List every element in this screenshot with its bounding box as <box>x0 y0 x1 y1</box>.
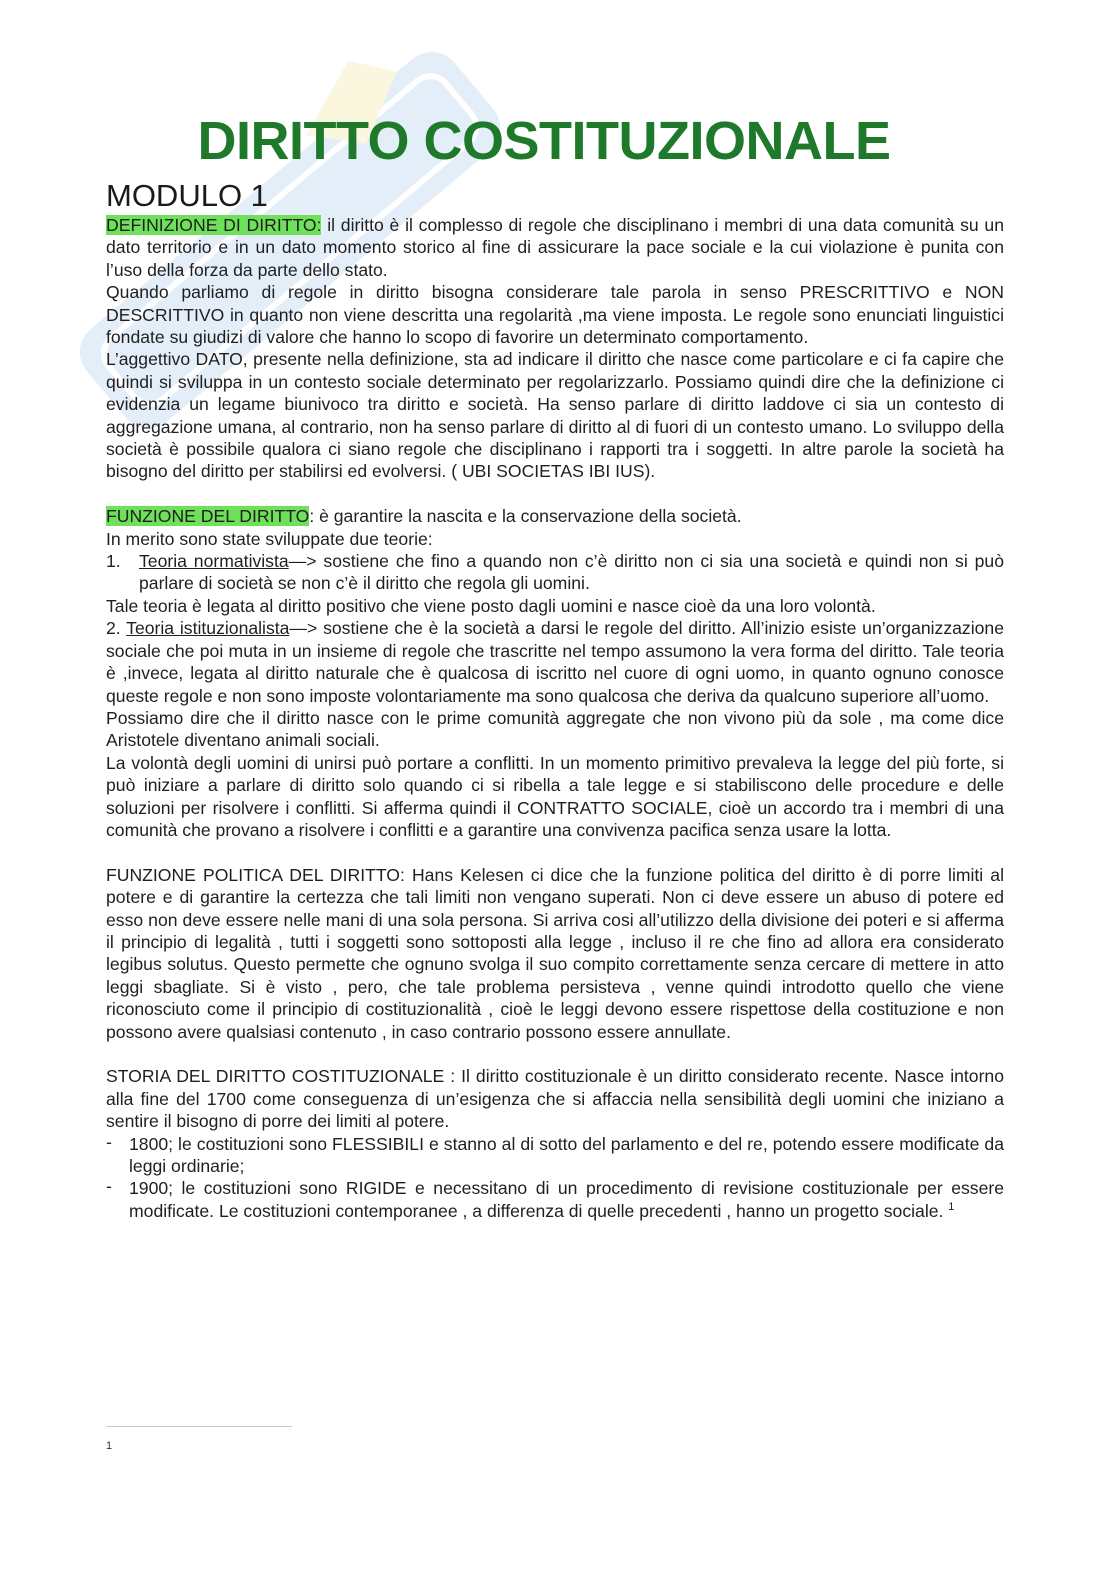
political-function-paragraph: FUNZIONE POLITICA DEL DIRITTO: Hans Kelesen ci dice che la funzione politica del diritto è di porre limiti al potere e di garantire la certezza che tali limiti non vengano superati. Non ci deve essere un abuso di potere ed esso non deve essere nelle mani di una sola persona. Si arriva cosi all’utilizzo della divisione dei poteri e si afferma il principio di legalità , tutti i soggetti sono sottoposti alla legge , incluso il re che fino ad allora era considerato legibus solutus. Questo permette che ognuno svolga il suo compito correttamente senza cercare di mettere in atto leggi sbagliate. Si è visto , pero, che tale problema persisteva , venne quindi introdotto quello che viene riconosciuto come il principio di costituzionalità , cioè le leggi devono essere rispettose della costituzione e non possono avere qualsiasi contenuto , in caso contrario possono essere annullate. <box>106 864 1004 1042</box>
footnote-divider <box>106 1426 292 1427</box>
function-label: FUNZIONE DEL DIRITTO <box>106 506 310 527</box>
theory-istituzionalista-label: Teoria istituzionalista <box>126 618 290 639</box>
footnote-reference[interactable]: 1 <box>948 1200 955 1213</box>
module-heading: MODULO 1 <box>106 178 268 213</box>
footnote-number: 1 <box>106 1440 113 1452</box>
function-paragraph <box>106 505 1004 527</box>
theory-istituzionalista-paragraph: 2. Teoria istituzionalista—> sostiene che è la società a darsi le regole del diritto. All’inizio esiste un’organizzazione sociale che poi muta in un insieme di regole che trascritte nel tempo assumono la vera forma del diritto. Tale teoria è ,invece, legata al diritto naturale che è qualcosa di iscritto nel cuore di ogni uomo, in quanto ognuno conosce queste regole e non sono imposte volontariamente ma sono qualcosa che deriva da qualcuno superiore all’uomo. <box>106 618 1004 706</box>
list-item: 1. Teoria normativista—> sostiene che fino a quando non c’è diritto non ci sia una società e quindi non si può parlare di società se non c’è il diritto che regola gli uomini. <box>106 551 1004 594</box>
normativista-followup: Tale teoria è legata al diritto positivo che viene posto dagli uomini e nasce cioè da una loro volontà. <box>106 595 876 616</box>
aristotele-paragraph: Possiamo dire che il diritto nasce con le prime comunità aggregate che non vivono più da sole , ma come dice Aristotele diventano animali sociali. <box>106 707 1004 751</box>
theory-normativista-text: —> sostiene che fino a quando non c’è diritto non ci sia una società e quindi non si può parlare di società se non c’è il diritto che regola gli uomini. <box>139 551 1004 594</box>
history-list <box>106 1133 1004 1223</box>
theories-intro: In merito sono state sviluppate due teorie: <box>106 528 433 549</box>
theory-normativista-label: Teoria normativista <box>139 551 289 572</box>
theory-istituzionalista-text: —> sostiene che è la società a darsi le regole del diritto. All’inizio esiste un’organizzazione sociale che poi muta in un insieme di regole che trascritte nel tempo assumono la vera forma del diritto. Tale teoria è ,invece, legata al diritto naturale che è qualcosa di iscritto nel cuore di ogni uomo, in quanto ognuno conosce queste regole e non sono imposte volontariamente ma sono qualcosa che deriva da qualcuno superiore all’uomo. <box>106 618 1004 706</box>
list-item: - 1800; le costituzioni sono FLESSIBILI e stanno al di sotto del parlamento e del re, potendo essere modificate da leggi ordinarie; <box>106 1131 1004 1177</box>
definition-label: DEFINIZIONE DI DIRITTO: <box>106 215 322 235</box>
rules-paragraph: Quando parliamo di regole in diritto bisogna considerare tale parola in senso PRESCRITTIVO e NON DESCRITTIVO in quanto non viene descritta una regolarità ,ma viene imposta. Le regole sono enunciati linguistici fondate su giudizi di valore che hanno lo scopo di favorire un determinato comportamento. <box>106 282 1004 348</box>
dato-paragraph: L’aggettivo DATO, presente nella definizione, sta ad indicare il diritto che nasce come particolare e ci fa capire che quindi si sviluppa in un contesto sociale determinato per regolarizzarlo. Possiamo quindi dire che la definizione ci evidenzia un legame biunivoco tra diritto e società. Ha senso parlare di diritto laddove ci sia un contesto di aggregazione umana, al contrario, non ha senso parlare di diritto al di fuori di un contesto umano. Lo sviluppo della società è possibile qualora ci siano regole che disciplinano i rapporti tra i soggetti. In altre parole la società ha bisogno del diritto per stabilirsi ed evolversi. ( UBI SOCIETAS IBI IUS). <box>106 349 1004 482</box>
history-paragraph: STORIA DEL DIRITTO COSTITUZIONALE : Il diritto costituzionale è un diritto considerato recente. Nasce intorno alla fine del 1700 come conseguenza di un’esigenza che si affaccia nella sensibilità degli uomini che iniziano a sentire il bisogno di porre dei limiti al potere. <box>106 1066 1004 1132</box>
document-title: DIRITTO COSTITUZIONALE <box>197 111 891 171</box>
list-item: - 1900; le costituzioni sono RIGIDE e necessitano di un procedimento di revisione costituzionale per essere modificate. Le costituzioni contemporanee , a differenza di quelle precedenti , hanno un progetto sociale. $^1$ <box>106 1176 1004 1221</box>
document-page <box>106 108 1004 1222</box>
volonta-paragraph: La volontà degli uomini di unirsi può portare a conflitti. In un momento primitivo prevaleva la legge del più forte, si può iniziare a parlare di diritto solo quando ci si ribella a tale legge e si stabiliscono delle procedure e delle soluzioni per risolvere i conflitti. Si afferma quindi il CONTRATTO SOCIALE, cioè un accordo tra i membri di una comunità che provano a risolvere i conflitti e a garantire una convivenza pacifica senza usare la lotta. <box>106 752 1004 840</box>
definition-paragraph <box>106 214 1004 281</box>
theories-list <box>106 550 1004 595</box>
function-text: : è garantire la nascita e la conservazione della società. <box>309 506 742 527</box>
definition-text: il diritto è il complesso di regole che disciplinano i membri di una data comunità su un dato territorio e in un dato momento storico al fine di assicurare la pace sociale e la cui violazione è punita con l’uso della forza da parte dello stato. <box>106 215 1004 280</box>
